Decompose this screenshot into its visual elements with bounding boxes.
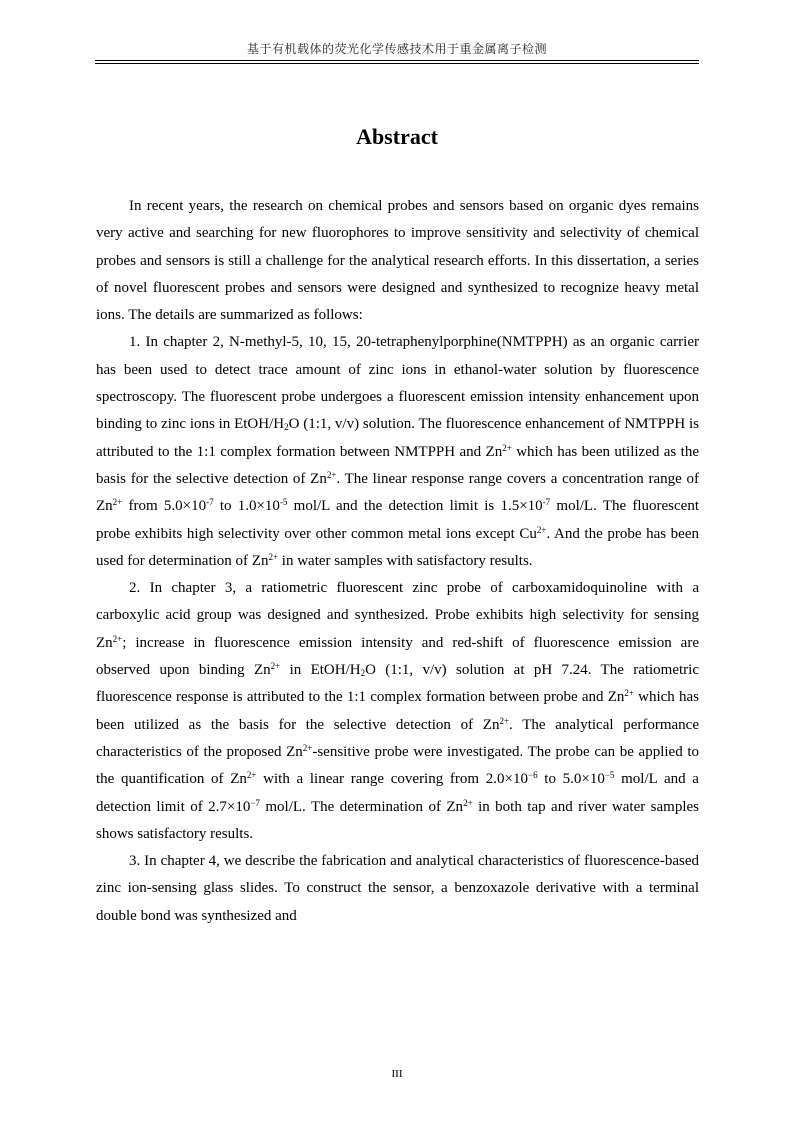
superscript: 2+ — [246, 770, 257, 781]
text-run: O (1:1, v/v) solution at pH 7.24. The ratiometric fluorescence response is attributed to the 1:1 complex formation between probe and Zn — [96, 662, 699, 706]
superscript: 2+ — [326, 469, 337, 480]
text-run: mol/L and the detection limit is 1.5×10 — [287, 498, 543, 515]
text-run: in water samples with satisfactory results. — [278, 552, 533, 569]
header-rule — [95, 60, 699, 64]
text-run: 1. In chapter 2, N-methyl-5, 10, 15, 20-tetraphenylporphine(NMTPPH) as an organic carrier has been used to detect trace amount of zinc ions in ethanol-water solution by fluorescence spectroscopy. The fluorescent probe undergoes a fluorescent emission intensity enhancement upon binding to zinc ions in EtOH/H — [96, 334, 699, 433]
superscript: −6 — [528, 770, 538, 781]
text-run: with a linear range covering from 2.0×10 — [256, 771, 528, 788]
text-run: In recent years, the research on chemical probes and sensors based on organic dyes remains very active and searching for new fluorophores to improve sensitivity and selectivity of chemical probes and sensors is still a challenge for the analytical research efforts. In this dissertation, a series of novel fluorescent probes and sensors were designed and synthesized to recognize heavy metal ions. The details are summarized as follows: — [96, 198, 699, 324]
superscript: 2+ — [268, 551, 279, 562]
abstract-paragraph — [96, 848, 699, 930]
page-number: III — [391, 1068, 403, 1080]
text-run: . And the probe has been used for determination of Zn — [96, 525, 700, 569]
subscript: 2 — [360, 668, 366, 679]
page-title: Abstract — [356, 124, 438, 149]
superscript: 2+ — [536, 524, 547, 535]
superscript: −7 — [250, 797, 260, 808]
superscript: 2+ — [463, 797, 473, 808]
superscript: 2+ — [499, 715, 510, 726]
text-run: mol/L and a detection limit of 2.7×10 — [96, 771, 699, 815]
text-run: to 5.0×10 — [537, 771, 605, 788]
text-run: mol/L. The determination of Zn — [259, 798, 464, 815]
superscript: 2+ — [270, 661, 281, 672]
superscript: -7 — [542, 497, 551, 508]
text-run: . The analytical performance characteristics of the proposed Zn — [96, 716, 699, 760]
text-run: 2. In chapter 3, a ratiometric fluorescent zinc probe of carboxamidoquinoline with a carboxylic acid group was designed and synthesized. Probe exhibits high selectivity for sensing Zn — [96, 580, 699, 651]
text-run: ; increase in fluorescence emission intensity and red-shift of fluorescence emission are observed upon binding Zn — [96, 634, 699, 679]
text-run: O (1:1, v/v) solution. The fluorescence enhancement of NMTPPH is attributed to the 1:1 complex formation between NMTPPH and Zn — [96, 416, 699, 460]
text-run: 3. In chapter 4, we describe the fabrication and analytical characteristics of fluorescence-based zinc ion-sensing glass slides. To construct the sensor, a benzoxazole derivative with a terminal double bond was synthesized and — [96, 853, 699, 924]
superscript: 2+ — [302, 742, 313, 753]
superscript: 2+ — [112, 633, 123, 644]
text-run: -sensitive probe were investigated. The probe can be applied to the quantification of Zn — [96, 743, 699, 788]
text-run: which has been utilized as the basis for the selective detection of Zn — [96, 443, 699, 487]
superscript: -7 — [206, 497, 214, 508]
subscript: 2 — [284, 422, 289, 433]
text-run: from 5.0×10 — [122, 498, 207, 515]
text-run: to 1.0×10 — [213, 498, 280, 515]
text-run: in EtOH/H — [280, 662, 361, 679]
text-run: . The linear response range covers a concentration range of Zn — [96, 470, 699, 515]
abstract-body — [96, 193, 699, 930]
superscript: -5 — [279, 497, 288, 508]
text-run: which has been utilized as the basis for the selective detection of Zn — [96, 689, 699, 733]
running-header: 基于有机载体的荧光化学传感技术用于重金属离子检测 — [246, 42, 547, 56]
abstract-paragraph — [96, 329, 699, 575]
text-run: mol/L. The fluorescent probe exhibits high selectivity over other common metal ions except Cu — [96, 498, 699, 542]
superscript: −5 — [604, 770, 615, 781]
abstract-paragraph — [96, 575, 699, 848]
superscript: 2+ — [502, 442, 512, 453]
abstract-paragraph — [96, 193, 699, 329]
superscript: 2+ — [112, 497, 123, 508]
text-run: in both tap and river water samples shows satisfactory results. — [96, 798, 699, 842]
superscript: 2+ — [624, 688, 634, 699]
